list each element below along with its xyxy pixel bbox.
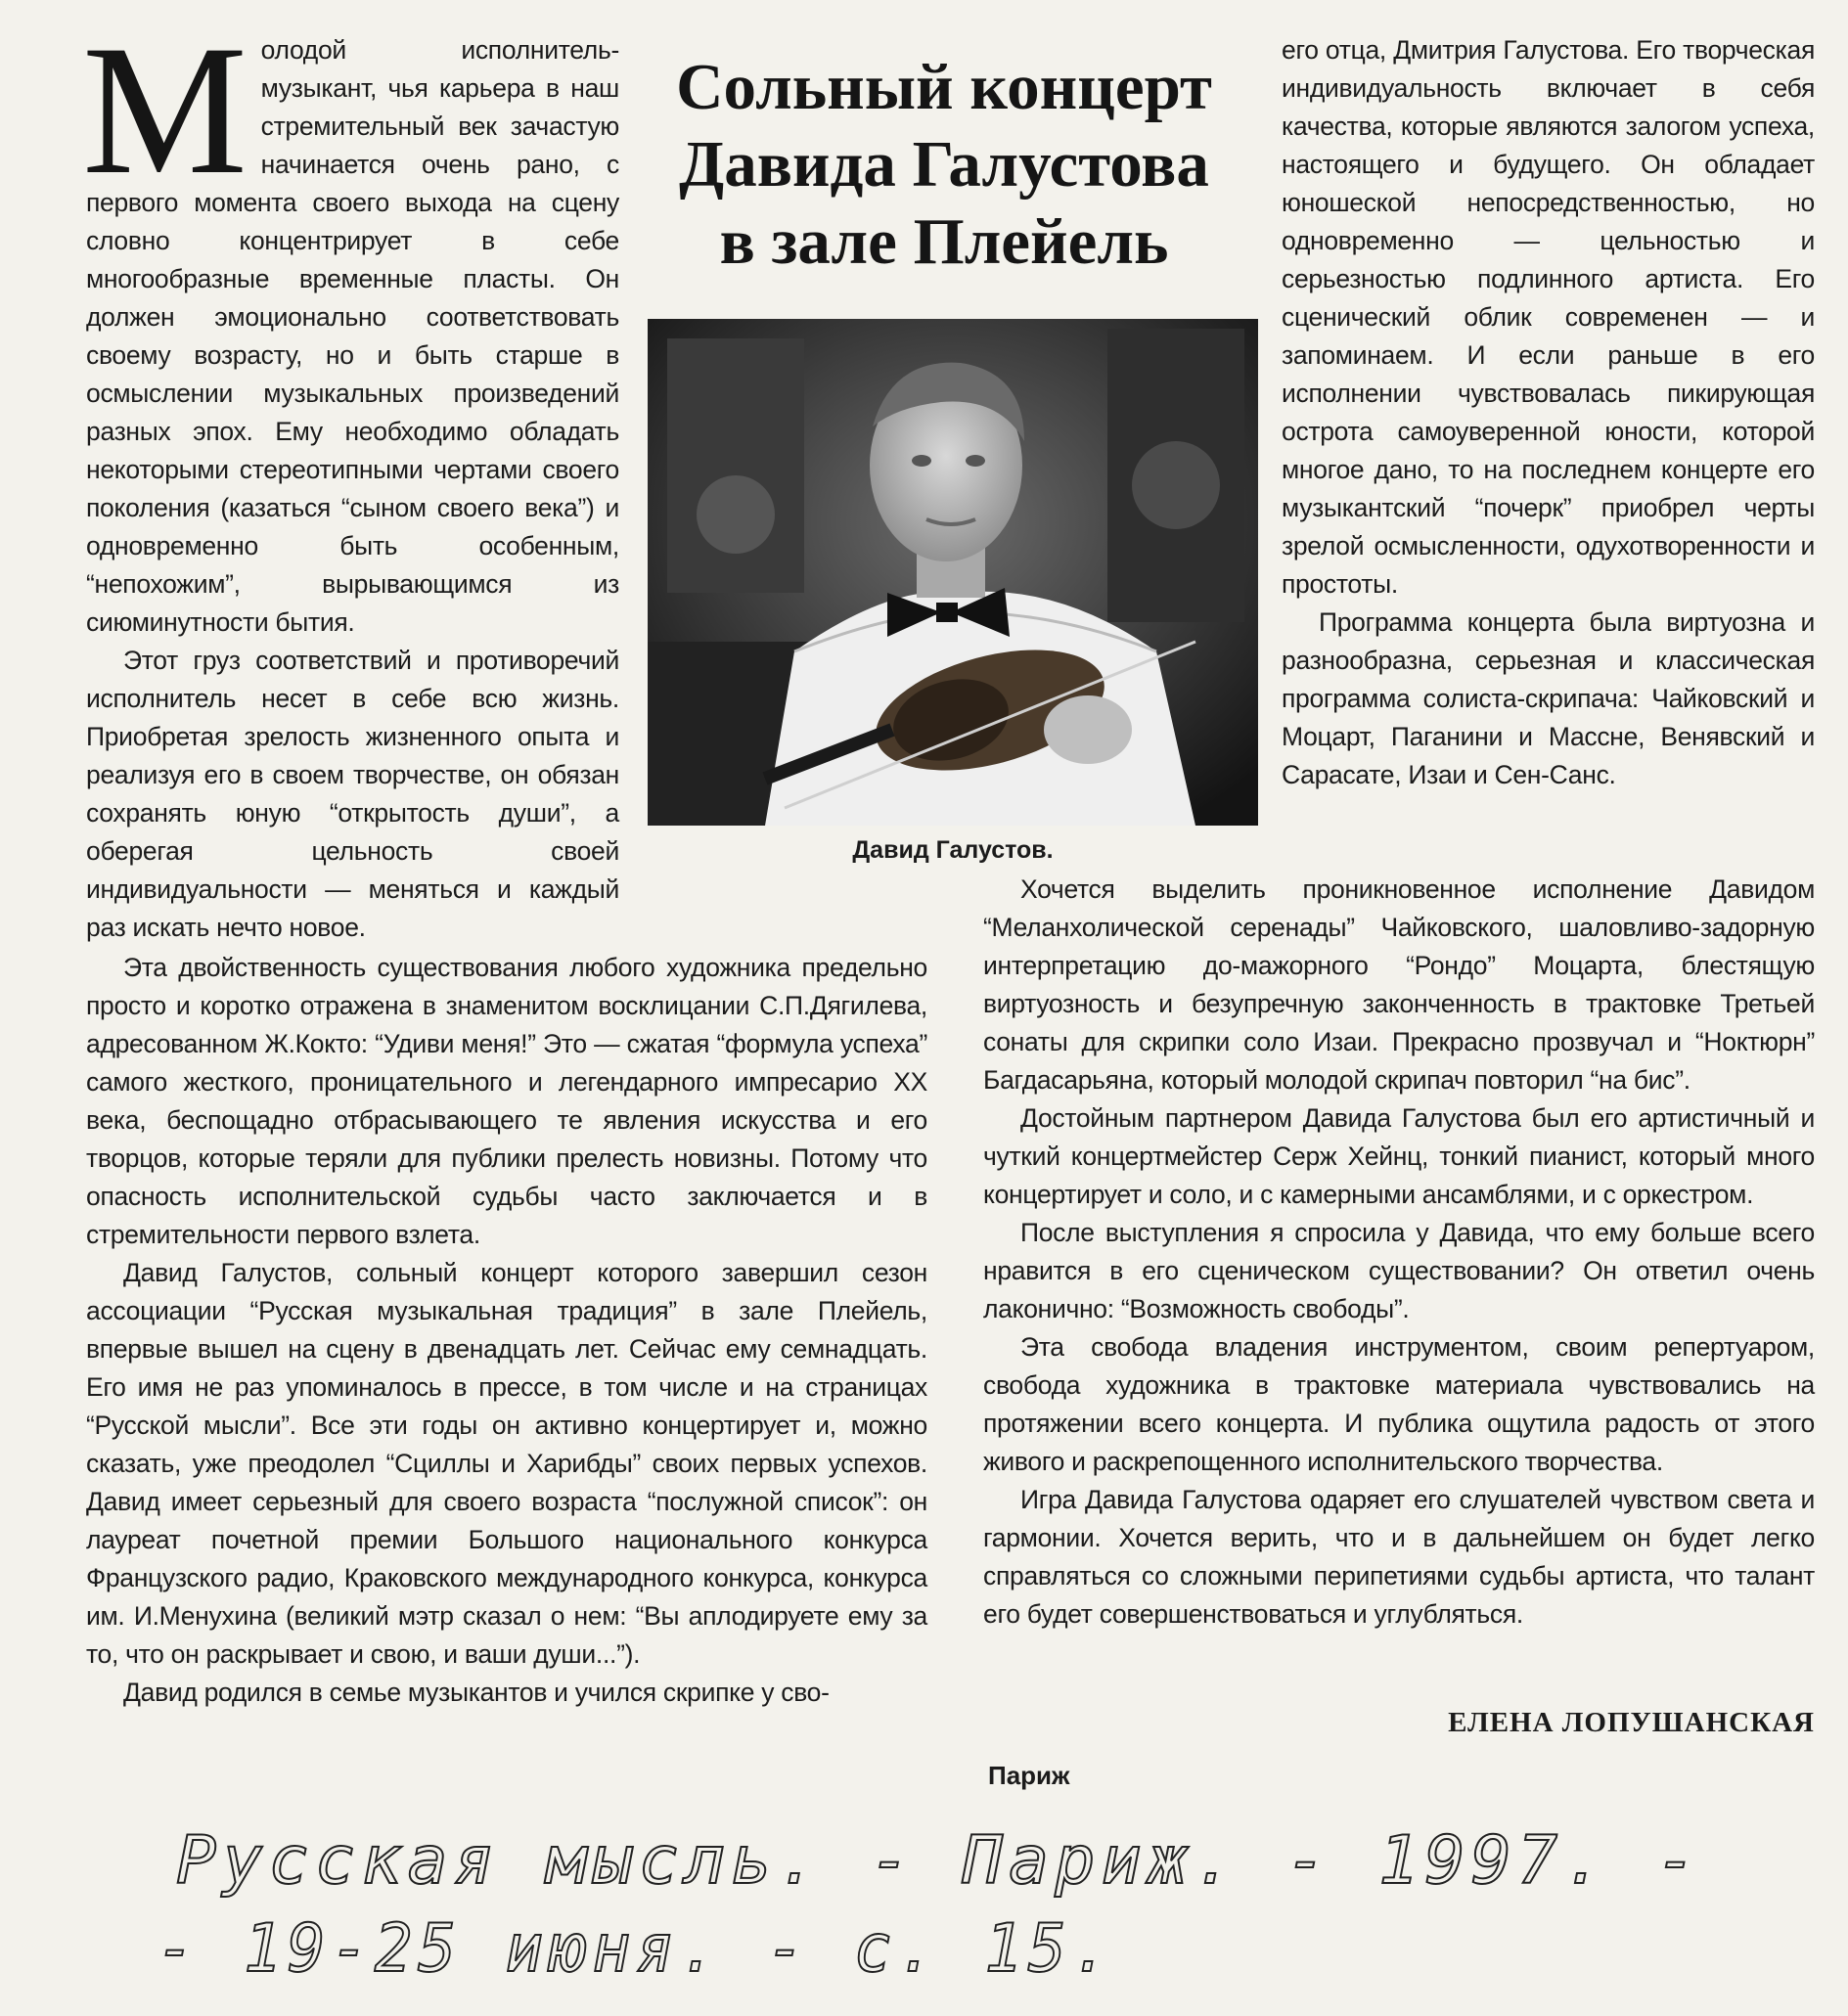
paragraph-2: Этот груз соответствий и противоречий исполнитель несет в себе всю жизнь. Приобретая зрелость жизненного опыта и реализуя его в своем творчестве, он обязан сохранять юную “открытость души”, а оберегая цельность своей индивидуальности — меняться и каждый раз искать нечто новое. bbox=[86, 646, 619, 942]
drop-cap: М bbox=[82, 8, 248, 213]
paragraph-1: Молодой исполнитель-музыкант, чья карьера в наш стремительный век зачастую начинается очень рано, с первого момента своего выхода на сцену словно концентрирует в себе многообразные временные пласты. Он должен эмоционально соответствовать своему возрасту, но и быть старше в осмыслении музыкальных произведений разных эпох. Ему необходимо обладать некоторыми стереотипными чертами своего поколения (казаться “сыном своего века”) и одновременно быть особенным, “непохожим”, вырывающимся из сиюминутности бытия. bbox=[82, 8, 619, 637]
violinist-photo bbox=[648, 319, 1258, 826]
paragraph-4: Давид Галустов, сольный концерт которого завершил сезон ассоциации “Русская музыкальная традиция” в зале Плейель, впервые вышел на сцену в двенадцать лет. Сейчас ему семнадцать. Его имя не раз упоминалось в прессе, в том числе и на страницах “Русской мысли”. Все эти годы он активно концертирует и, можно сказать, уже преодолел “Сциллы и Харибды” своих первых успехов. Давид имеет серьезный для своего возраста “послужной список”: он лауреат почетной премии Большого национального конкурса Французского радио, Краковского международного конкурса, конкурса им. И.Менухина (великий мэтр сказал о нем: “Вы аплодируете ему за то, что он раскрывает и свою, и ваши души...”). bbox=[86, 1258, 927, 1669]
handwritten-line-2: - 19-25 июня. - с. 15. bbox=[157, 1910, 1115, 1988]
right-column bbox=[1282, 31, 1815, 794]
headline-line-1: Сольный концерт bbox=[676, 51, 1212, 123]
paragraph-8: Хочется выделить проникновенное исполнение Давидом “Меланхолической серенады” Чайковского, шаловливо-задорную интерпретацию до-мажорного “Рондо” Моцарта, блестящую виртуозность и безупречную законченность в трактовке Третьей сонаты для скрипки соло Изаи. Прекрасно прозвучал и “Ноктюрн” Багдасарьяна, который молодой скрипач повторил “на бис”. bbox=[983, 874, 1815, 1095]
author-byline: ЕЛЕНА ЛОПУШАНСКАЯ bbox=[1448, 1707, 1815, 1738]
handwritten-source-note bbox=[157, 1814, 1722, 1991]
handwritten-line-1: Русская мысль. - Париж. - 1997. - bbox=[176, 1822, 1702, 1900]
headline-line-2: Давида Галустова bbox=[679, 128, 1209, 201]
paragraph-7: Программа концерта была виртуозна и разнообразна, серьезная и классическая программа солиста-скрипача: Чайковский и Моцарт, Паганини и Массне, Венявский и Сарасате, Изаи и Сен-Санс. bbox=[1282, 607, 1815, 789]
right-column-lower bbox=[983, 871, 1815, 1634]
paragraph-3: Эта двойственность существования любого художника предельно просто и коротко отражена в знаменитом восклицании С.П.Дягилева, адресованном Ж.Кокто: “Удиви меня!” Это — сжатая “формула успеха” самого жесткого, проницательного и легендарного импресарио XX века, беспощадно отбрасывающего те явления искусства и его творцов, которые теряли для публики прелесть новизны. Потому что опасность исполнительской судьбы часто заключается и в стремительности первого взлета. bbox=[86, 953, 927, 1249]
left-column-lower bbox=[86, 949, 927, 1712]
dateline-place: Париж bbox=[988, 1761, 1070, 1790]
left-column bbox=[82, 8, 619, 947]
paragraph-9: Достойным партнером Давида Галустова был его артистичный и чуткий концертмейстер Серж Хейнц, тонкий пианист, который много концертирует и соло, и с камерными ансамблями, и с оркестром. bbox=[983, 1103, 1815, 1209]
paragraph-11: Эта свобода владения инструментом, своим репертуаром, свобода художника в трактовке материала чувствовались на протяжении всего концерта. И публика ощутила радость от этого живого и раскрепощенного исполнительского творчества. bbox=[983, 1332, 1815, 1476]
paragraph-6: его отца, Дмитрия Галустова. Его творческая индивидуальность включает в себя качества, которые являются залогом успеха, настоящего и будущего. Он обладает юношеской непосредственностью, но одновременно — цельностью и серьезностью подлинного артиста. Его сценический облик современен — и запоминаем. И если раньше в его исполнении чувствовалась пикирующая острота самоуверенной юности, которой многое дано, то на последнем концерте его музыкантский “почерк” приобрел черты зрелой осмысленности, одухотворенности и простоты. bbox=[1282, 35, 1815, 599]
photo-caption: Давид Галустов. bbox=[852, 836, 1054, 864]
paragraph-12: Игра Давида Галустова одаряет его слушателей чувством света и гармонии. Хочется верить, что и в дальнейшем он будет легко справляться со сложными перипетиями судьбы артиста, что талант его будет совершенствоваться и углубляться. bbox=[983, 1485, 1815, 1629]
headline-line-3: в зале Плейель bbox=[719, 205, 1169, 278]
violinist-illustration bbox=[648, 319, 1258, 826]
paragraph-5: Давид родился в семье музыкантов и учился скрипке у сво- bbox=[123, 1678, 830, 1707]
paragraph-10: После выступления я спросила у Давида, что ему больше всего нравится в его сценическом существовании? Он ответил очень лаконично: “Возможность свободы”. bbox=[983, 1218, 1815, 1323]
headline bbox=[611, 49, 1277, 281]
